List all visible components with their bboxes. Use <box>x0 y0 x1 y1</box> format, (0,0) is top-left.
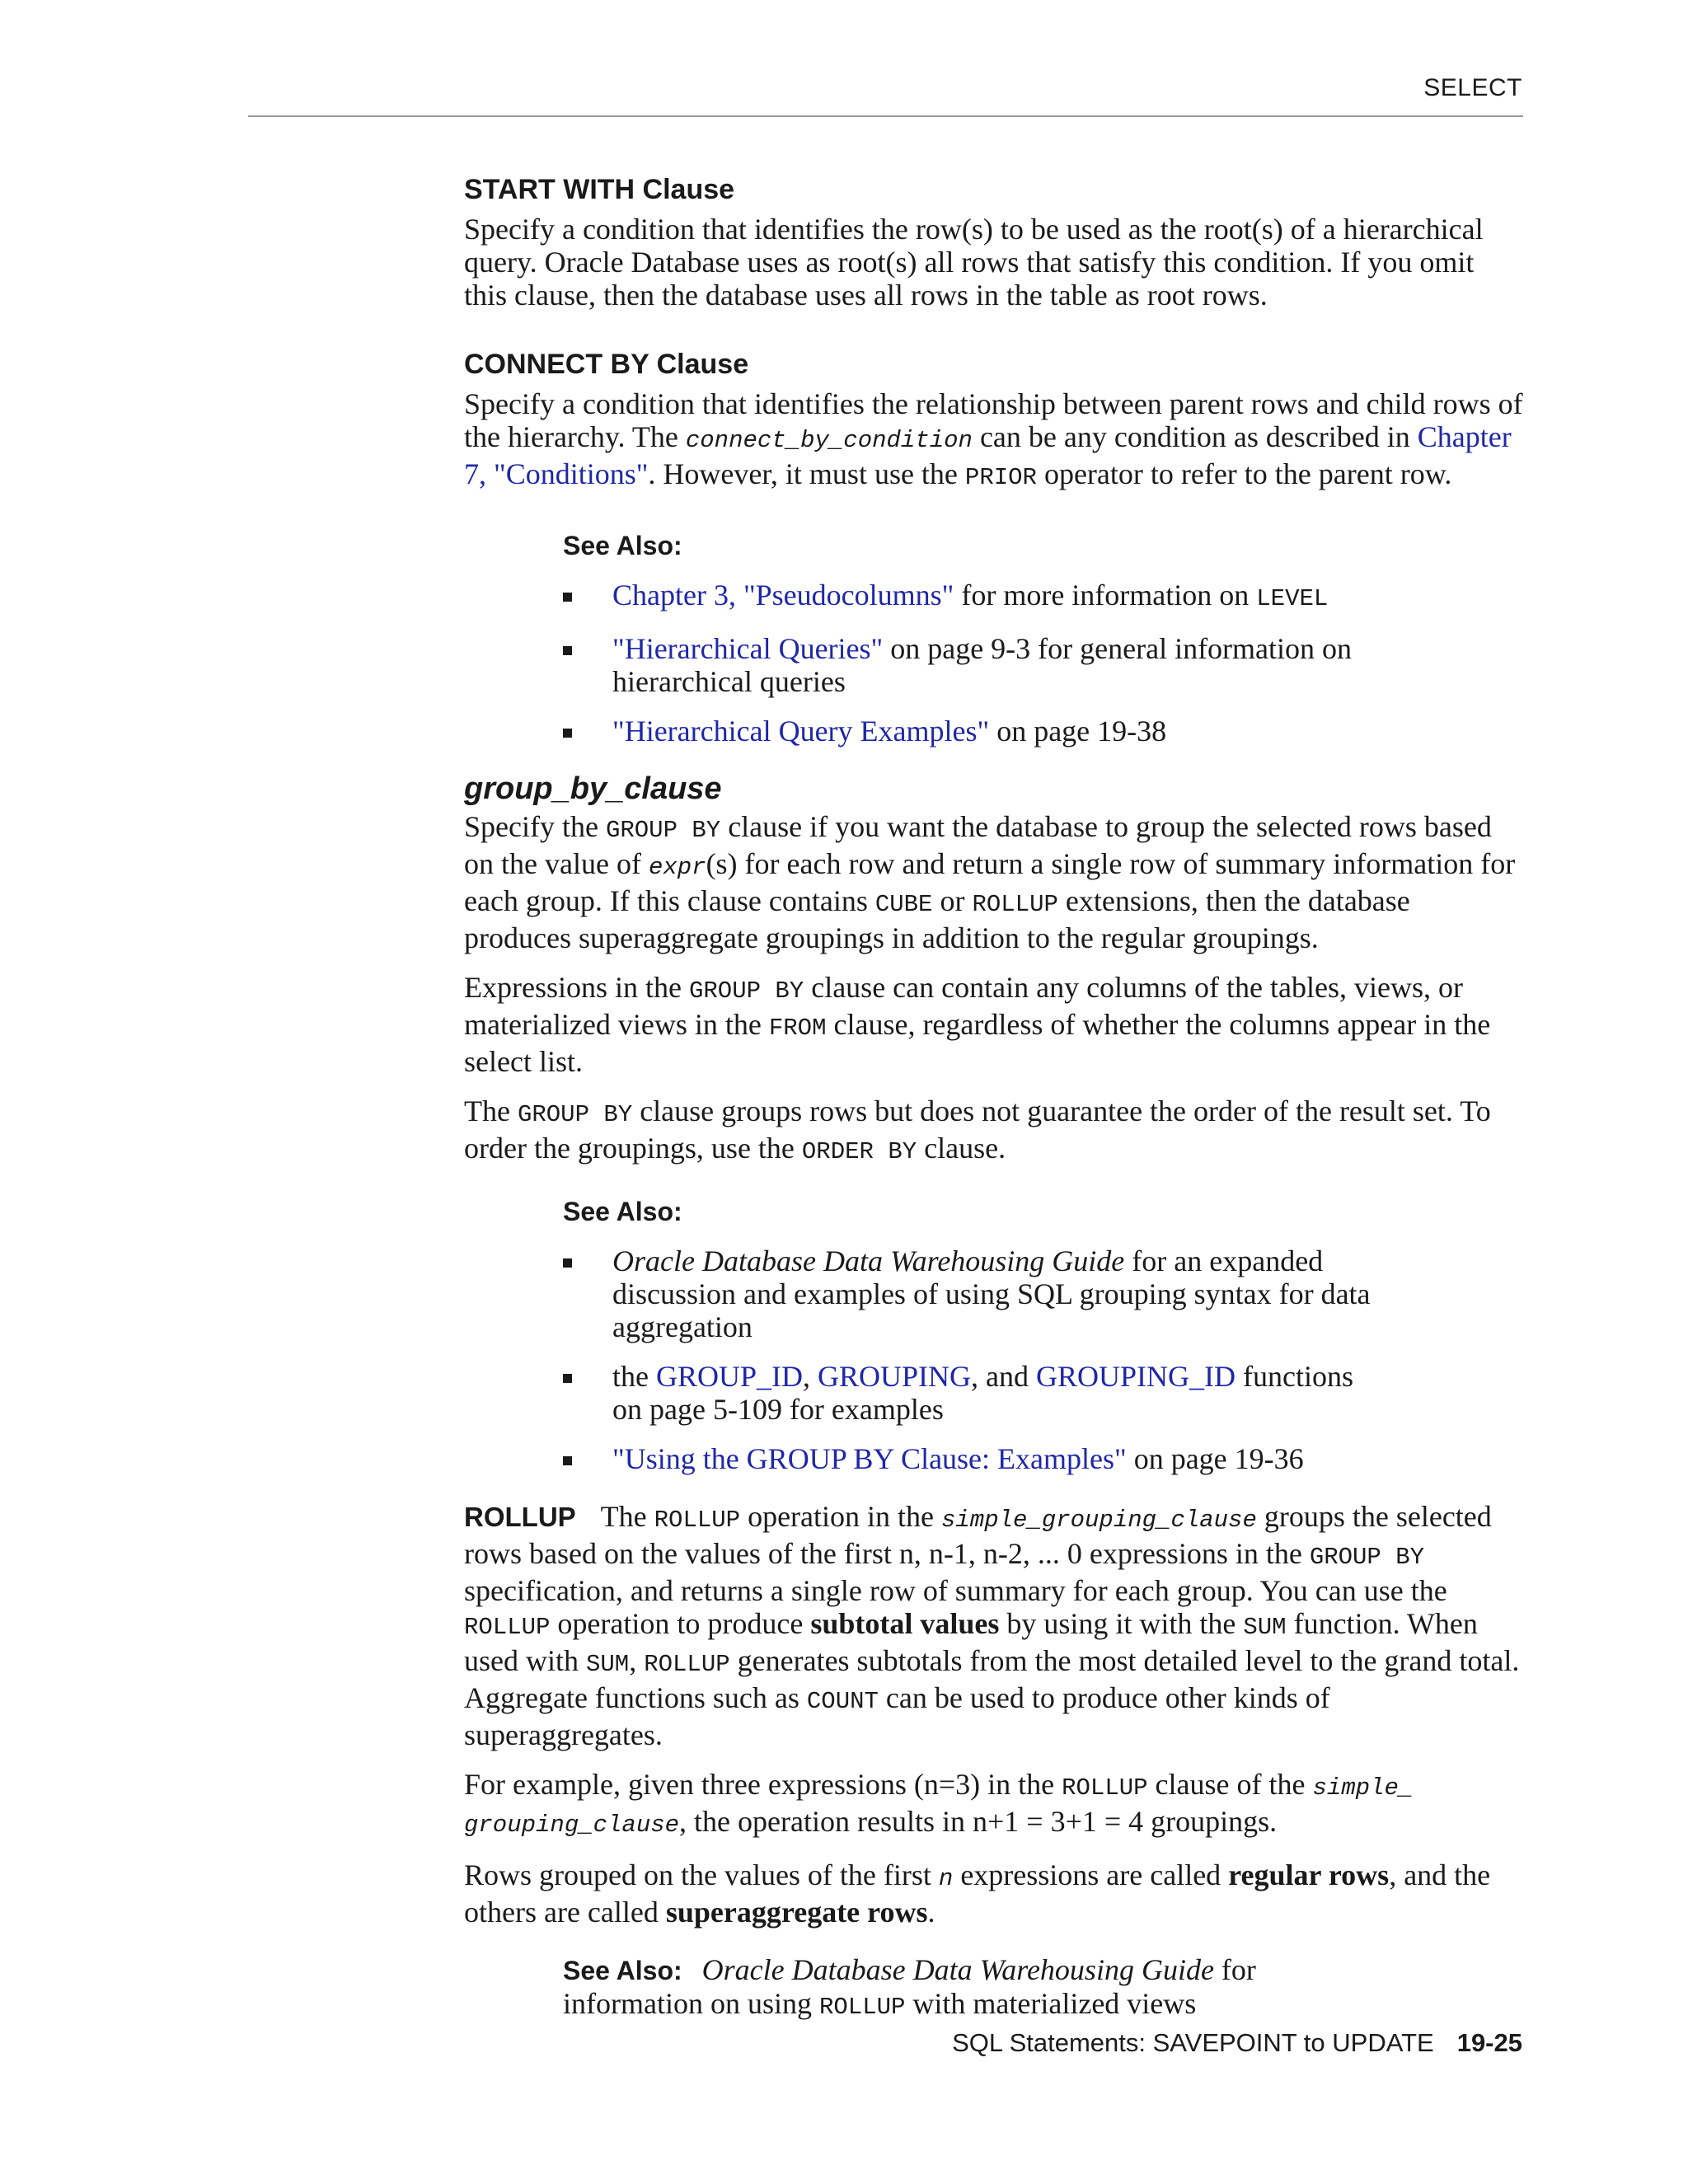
code-rollup: ROLLUP <box>1062 1774 1148 1802</box>
code-prior: PRIOR <box>964 464 1037 491</box>
footer-title: SQL Statements: SAVEPOINT to UPDATE <box>952 2028 1434 2057</box>
code-sum: SUM <box>586 1651 630 1678</box>
code-n: n <box>938 1865 954 1892</box>
link-group-id[interactable]: GROUP_ID <box>655 1360 803 1393</box>
rollup-label: ROLLUP <box>464 1502 576 1532</box>
code-simple-grouping-clause: simple_grouping_clause <box>941 1507 1257 1534</box>
code-connect-by-condition: connect_by_condition <box>685 427 973 454</box>
running-header: SELECT <box>1423 74 1522 101</box>
code-rollup: ROLLUP <box>464 1614 551 1641</box>
code-group-by: GROUP BY <box>605 817 721 844</box>
list-item: the GROUP_ID, GROUPING, and GROUPING_ID functions on page 5-109 for examples <box>563 1360 1387 1426</box>
code-rollup: ROLLUP <box>644 1651 730 1678</box>
link-hierarchical-query-examples[interactable]: "Hierarchical Query Examples" <box>612 715 990 748</box>
connect-by-heading: CONNECT BY Clause <box>464 349 749 380</box>
code-group-by: GROUP BY <box>688 977 804 1005</box>
rollup-paragraph-3: Rows grouped on the values of the first n expressions are called regular rows, and the others are called superaggregate rows. <box>464 1858 1491 1929</box>
see-also-list <box>563 579 1387 748</box>
list-item: Chapter 3, "Pseudocolumns" for more information on LEVEL <box>563 579 1387 616</box>
link-hierarchical-queries[interactable]: "Hierarchical Queries" <box>612 632 884 665</box>
code-order-by: ORDER BY <box>801 1138 917 1165</box>
code-rollup: ROLLUP <box>654 1507 741 1534</box>
list-item: "Hierarchical Query Examples" on page 19-38 <box>563 715 1387 748</box>
code-level: LEVEL <box>1256 585 1329 612</box>
group-by-paragraph-3: The GROUP BY clause groups rows but does not guarantee the order of the result set. To order the groupings, use the ORDER BY clause. <box>464 1094 1491 1165</box>
link-grouping-id[interactable]: GROUPING_ID <box>1036 1360 1236 1393</box>
code-group-by: GROUP BY <box>1309 1544 1425 1571</box>
code-rollup: ROLLUP <box>972 891 1058 918</box>
code-group-by: GROUP BY <box>517 1101 633 1128</box>
book-title: Oracle Database Data Warehousing Guide <box>701 1953 1214 1986</box>
rollup-paragraph-1: ROLLUP The ROLLUP operation in the simple_grouping_clause groups the selected rows based on the values of the first n, n-1, n-2, ... 0 expressions in the GROUP BY specification, and returns a single row of summary for each group. You can use the ROLLUP operation to produce subtotal values by using it with the SUM function. When used with SUM, ROLLUP generates subtotals from the most detailed level to the grand total. Aggregate functions such as COUNT can be used to produce other kinds of superaggregates. <box>464 1500 1520 1751</box>
link-chapter-7-conditions[interactable]: Chapter 7, "Conditions" <box>464 420 1512 490</box>
header-rule <box>248 115 1523 117</box>
see-also-list <box>563 1244 1387 1475</box>
group-by-see-also <box>563 1195 1387 1475</box>
bold-superaggregate-rows: superaggregate rows <box>665 1896 928 1929</box>
start-with-heading: START WITH Clause <box>464 174 735 205</box>
code-sum: SUM <box>1243 1614 1287 1641</box>
bold-regular-rows: regular rows <box>1228 1858 1390 1891</box>
connect-by-paragraph: Specify a condition that identifies the relationship between parent rows and child rows of the hierarchy. The connect_by_condition can be any condition as described in Chapter 7, "Conditions". However, it must use the PRIOR operator to refer to the parent row. <box>464 387 1523 491</box>
list-item: "Hierarchical Queries" on page 9-3 for general information on hierarchical queries <box>563 632 1387 698</box>
page-content <box>464 173 1523 2024</box>
see-also-label: See Also: <box>563 531 682 560</box>
rollup-see-also: See Also: Oracle Database Data Warehousing Guide for information on using ROLLUP with materialized views <box>563 1953 1256 2021</box>
group-by-paragraph-1: Specify the GROUP BY clause if you want the database to group the selected rows based on the value of expr(s) for each row and return a single row of summary information for each group. If this clause contains CUBE or ROLLUP extensions, then the database produces superaggregate groupings in addition to the regular groupings. <box>464 810 1516 954</box>
group-by-heading: group_by_clause <box>464 771 722 806</box>
list-item: Oracle Database Data Warehousing Guide for an expanded discussion and examples of using SQL grouping syntax for data aggregation <box>563 1244 1387 1343</box>
code-cube: CUBE <box>874 891 933 918</box>
connect-by-see-also <box>563 529 1387 748</box>
page-number: 19-25 <box>1456 2028 1522 2057</box>
bold-subtotal-values: subtotal values <box>810 1607 1000 1640</box>
book-title: Oracle Database Data Warehousing Guide <box>612 1244 1125 1277</box>
code-count: COUNT <box>806 1688 879 1715</box>
list-item: "Using the GROUP BY Clause: Examples" on page 19-36 <box>563 1442 1387 1475</box>
code-from: FROM <box>768 1015 827 1042</box>
rollup-paragraph-2: For example, given three expressions (n=3) in the ROLLUP clause of the simple_ grouping_clause, the operation results in n+1 = 3+1 = 4 groupings. <box>464 1768 1414 1839</box>
see-also-label: See Also: <box>563 1956 682 1985</box>
link-chapter-3-pseudocolumns[interactable]: Chapter 3, "Pseudocolumns" <box>612 579 954 612</box>
code-expr: expr <box>648 854 706 881</box>
link-using-group-by-examples[interactable]: "Using the GROUP BY Clause: Examples" <box>612 1442 1127 1475</box>
code-rollup: ROLLUP <box>818 1994 906 2021</box>
start-with-paragraph: Specify a condition that identifies the row(s) to be used as the root(s) of a hierarchical query. Oracle Database uses as root(s) all rows that satisfy this condition. If you omit this clause, then the database uses all rows in the table as root rows. <box>464 213 1484 312</box>
page-footer <box>952 2028 1522 2058</box>
see-also-label: See Also: <box>563 1197 682 1226</box>
code-simple-grouping-clause: simple_ grouping_clause <box>464 1774 1414 1839</box>
link-grouping[interactable]: GROUPING <box>818 1360 972 1393</box>
group-by-paragraph-2: Expressions in the GROUP BY clause can contain any columns of the tables, views, or materialized views in the FROM clause, regardless of whether the columns appear in the select list. <box>464 971 1491 1078</box>
